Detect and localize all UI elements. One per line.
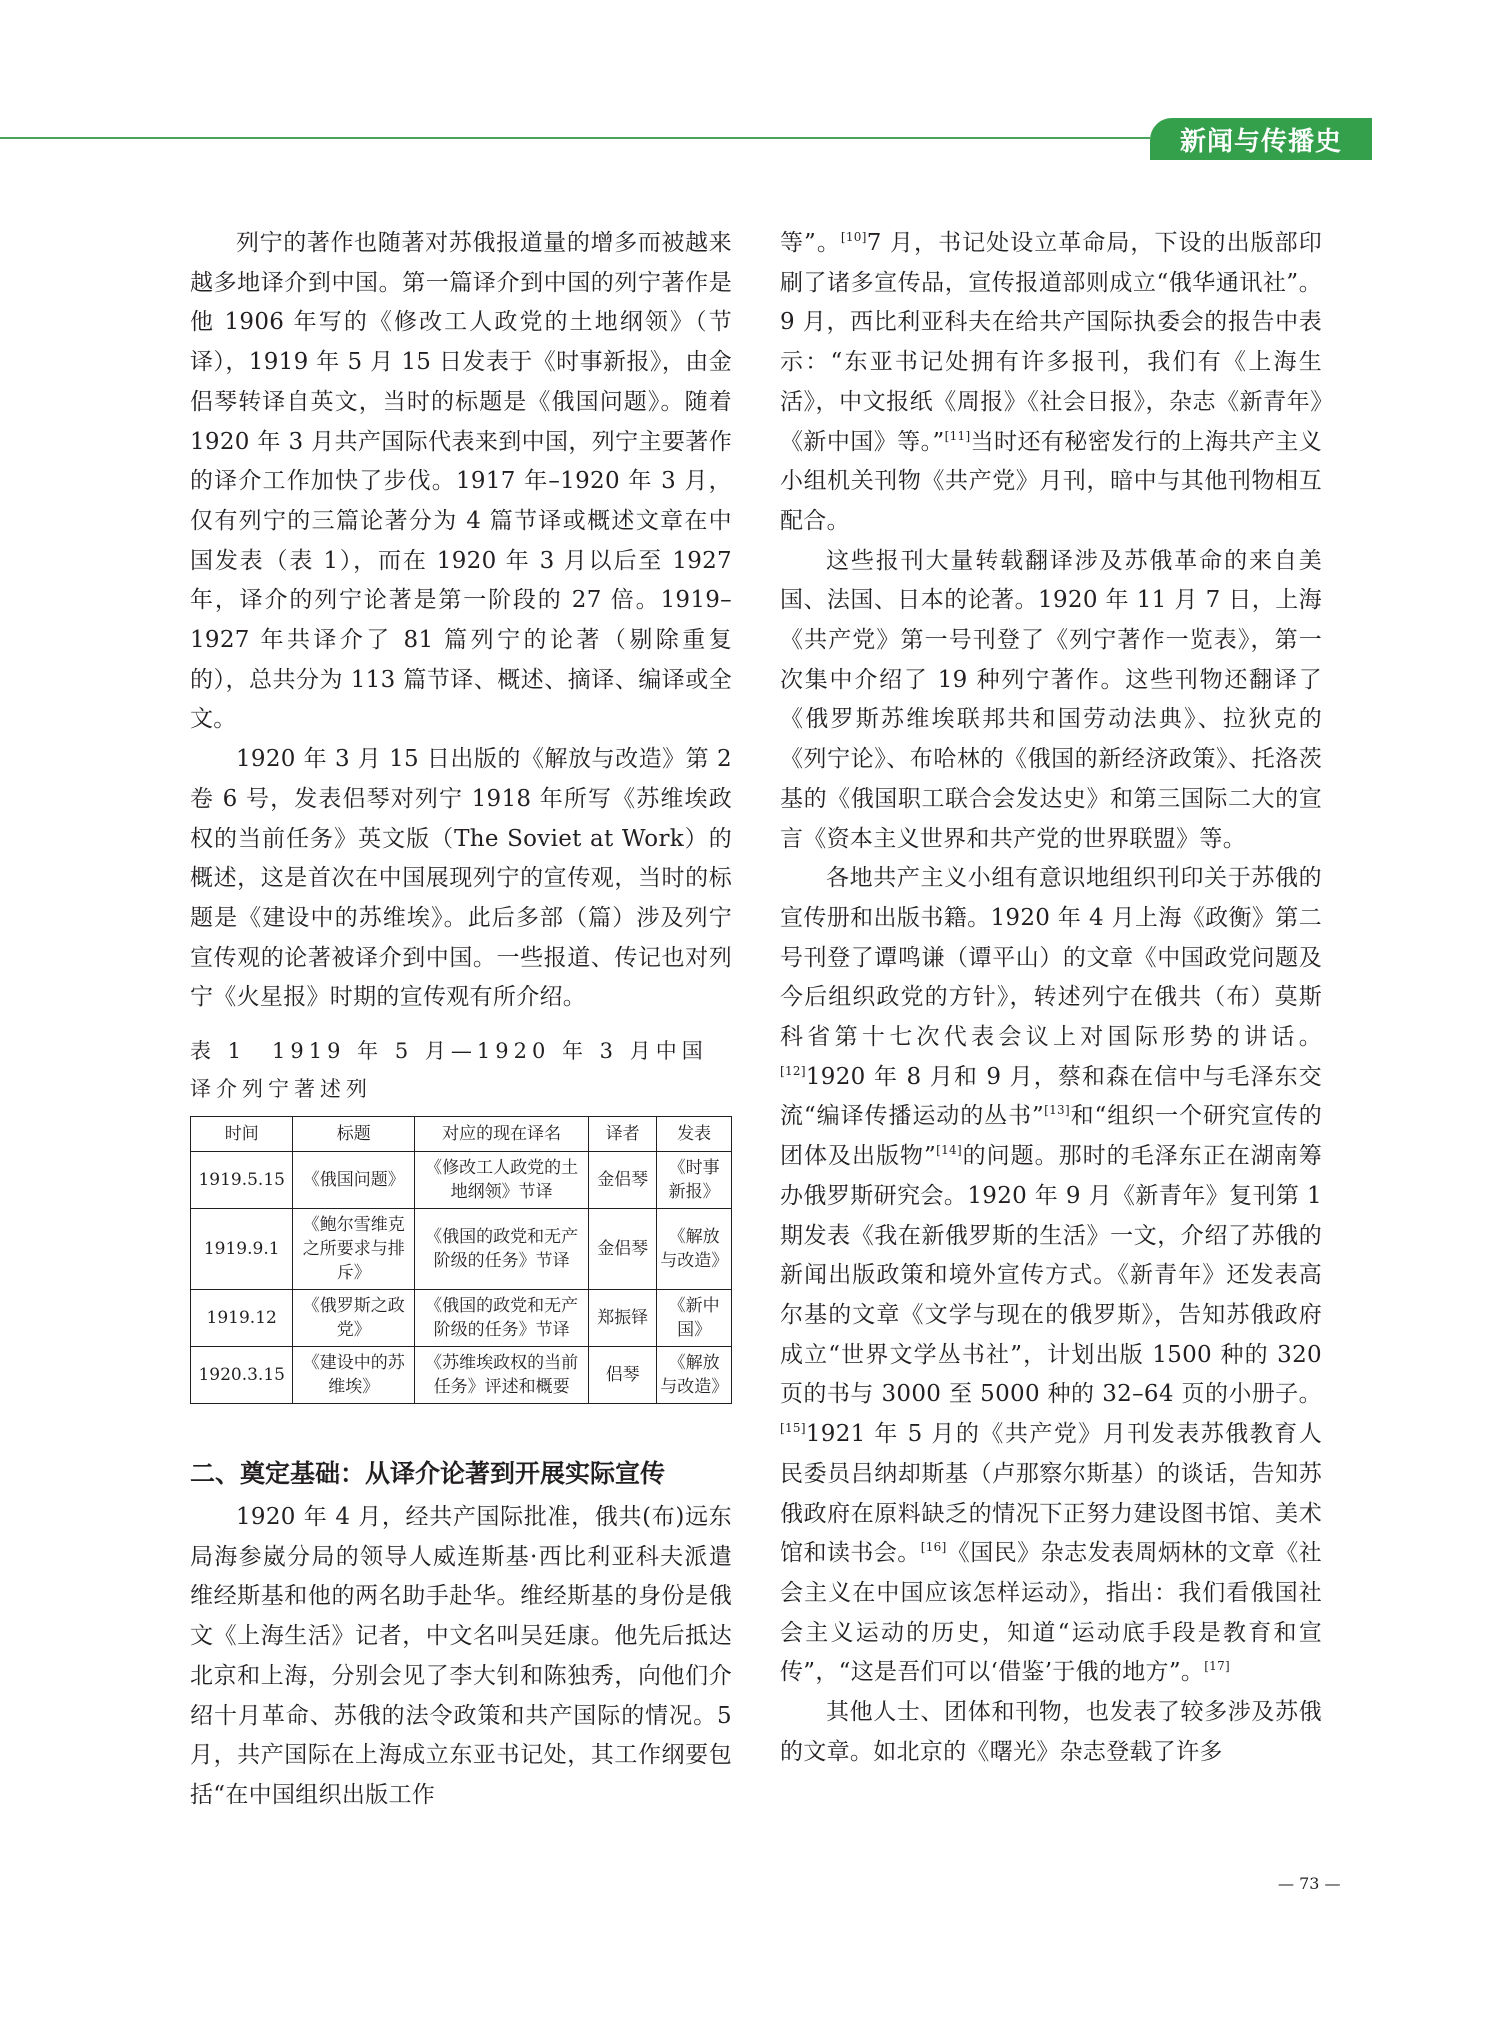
table-cell: 《俄国的政党和无产阶级的任务》节译 [415,1209,589,1290]
citation-ref: [12] [780,1063,806,1078]
section-heading: 二、奠定基础：从译介论著到开展实际宣传 [190,1459,666,1489]
section-title-tab: 新闻与传播史 [1150,118,1372,160]
table-cell: 1919.5.15 [191,1152,293,1209]
table-cell: 《建设中的苏维埃》 [293,1347,415,1404]
table-header-cell: 标题 [293,1117,415,1152]
table-cell: 《修改工人政党的土地纲领》节译 [415,1152,589,1209]
text-run: 1920 年 8 月和 9 月，蔡和森在信中与毛泽东交流“编译传播运动的丛书” [780,1063,1322,1130]
text-run: 各地共产主义小组有意识地组织刊印关于苏俄的宣传册和出版书籍。1920 年 4 月上海《政衡》第二号刊登了谭鸣谦（谭平山）的文章《中国政党问题及今后组织政党的方针》，转述列宁在俄共（布）莫斯科省第十七次代表会议上对国际形势的讲话。 [780,865,1322,1051]
table-row [191,1209,732,1290]
table-cell: 《俄国问题》 [293,1152,415,1209]
table-header-cell: 时间 [191,1117,293,1152]
text-run: 等”。 [780,230,841,256]
text-run: 1921 年 5 月的《共产党》月刊发表苏俄教育人民委员吕纳却斯基（卢那察尔斯基）的谈话，告知苏俄政府在原料缺乏的情况下正努力建设图书馆、美术馆和读书会。 [780,1421,1322,1567]
citation-ref: [16] [920,1540,947,1555]
table-row [191,1152,732,1209]
citation-ref: [11] [944,428,971,443]
table-caption: 表 1 1919 年 5 月—1920 年 3 月中国译介列宁著述列 [190,1039,708,1102]
page-number: — 73 — [1278,1874,1341,1893]
table-cell: 《俄国的政党和无产阶级的任务》节译 [415,1290,589,1347]
table-cell: 侣琴 [589,1347,657,1404]
table-cell: 郑振铎 [589,1290,657,1347]
table-header-row [191,1117,732,1152]
table-cell: 《鲍尔雪维克之所要求与排斥》 [293,1209,415,1290]
body-paragraph: 1920 年 3 月 15 日出版的《解放与改造》第 2 卷 6 号，发表侣琴对列宁 1918 年所写《苏维埃政权的当前任务》英文版（The Soviet at Work）的概述，这是首次在中国展现列宁的宣传观，当时的标题是《建设中的苏维埃》。此后多部（篇）涉及列宁宣传观的论著被译介到中国。一些报道、传记也对列宁《火星报》时期的宣传观有所介绍。 [190,746,732,1011]
body-paragraph: 这些报刊大量转载翻译涉及苏俄革命的来自美国、法国、日本的论著。1920 年 11 月 7 日，上海《共产党》第一号刊登了《列宁著作一览表》，第一次集中介绍了 19 种列宁著作。这些刊物还翻译了《俄罗斯苏维埃联邦共和国劳动法典》、拉狄克的《列宁论》、布哈林的《俄国的新经济政策》、托洛茨基的《俄国职工联合会发达史》和第三国际二大的宣言《资本主义世界和共产党的世界联盟》等。 [780,547,1322,852]
table-cell: 《解放与改造》 [657,1347,732,1404]
table-cell: 《解放与改造》 [657,1209,732,1290]
left-column [190,224,732,1816]
table-cell: 金侣琴 [589,1152,657,1209]
text-run: 当时还有秘密发行的上海共产主义小组机关刊物《共产党》月刊，暗中与其他刊物相互配合。 [780,428,1322,534]
table-row [191,1290,732,1347]
table-cell: 《新中国》 [657,1290,732,1347]
table-cell: 1920.3.15 [191,1347,293,1404]
table-cell: 1919.12 [191,1290,293,1347]
citation-ref: [10] [840,230,867,244]
table-cell: 《时事新报》 [657,1152,732,1209]
right-column [780,224,1322,1772]
text-run: 7 月，书记处设立革命局，下设的出版部印刷了诸多宣传品，宣传报道部则成立“俄华通讯社”。9 月，西比利亚科夫在给共产国际执委会的报告中表示：“东亚书记处拥有许多报刊，我们有《上海生活》，中文报纸《周报》《社会日报》，杂志《新青年》《新中国》等。” [780,230,1322,455]
citation-ref: [15] [780,1421,806,1436]
lenin-translations-table [190,1116,732,1404]
table-row [191,1347,732,1404]
citation-ref: [17] [1204,1659,1231,1674]
citation-ref: [13] [1044,1103,1070,1118]
table-cell: 《苏维埃政权的当前任务》评述和概要 [415,1347,589,1404]
body-paragraph: 1920 年 4 月，经共产国际批准，俄共(布)远东局海参崴分局的领导人威连斯基·西比利亚科夫派遣维经斯基和他的两名助手赴华。维经斯基的身份是俄文《上海生活》记者，中文名叫吴廷康。他先后抵达北京和上海，分别会见了李大钊和陈独秀，向他们介绍十月革命、苏俄的法令政策和共产国际的情况。5 月，共产国际在上海成立东亚书记处，其工作纲要包括“在中国组织出版工作 [190,1504,732,1808]
citation-ref: [14] [936,1143,962,1158]
table-header-cell: 对应的现在译名 [415,1117,589,1152]
table-cell: 金侣琴 [589,1209,657,1290]
body-paragraph: 其他人士、团体和刊物，也发表了较多涉及苏俄的文章。如北京的《曙光》杂志登载了许多 [780,1699,1322,1765]
table-cell: 1919.9.1 [191,1209,293,1290]
body-paragraph [780,224,1322,542]
body-paragraph [780,859,1322,1693]
table-header-cell: 发表 [657,1117,732,1152]
table-cell: 《俄罗斯之政党》 [293,1290,415,1347]
table-header-cell: 译者 [589,1117,657,1152]
header-rule [0,137,1150,139]
text-run: 《国民》杂志发表周炳林的文章《社会主义在中国应该怎样运动》，指出：我们看俄国社会主义运动的历史，知道“运动底手段是教育和宣传”，“这是吾们可以‘借鉴’于俄的地方”。 [780,1540,1322,1686]
text-run: 和“组织一个研究宣传的团体及出版物” [780,1103,1322,1170]
body-paragraph: 列宁的著作也随著对苏俄报道量的增多而被越来越多地译介到中国。第一篇译介到中国的列宁著作是他 1906 年写的《修改工人政党的土地纲领》（节译），1919 年 5 月 15 日发表于《时事新报》，由金侣琴转译自英文，当时的标题是《俄国问题》。随着 1920 年 3 月共产国际代表来到中国，列宁主要著作的译介工作加快了步伐。1917 年–1920 年 3 月，仅有列宁的三篇论著分为 4 篇节译或概述文章在中国发表（表 1），而在 1920 年 3 月以后至 1927 年，译介的列宁论著是第一阶段的 27 倍。1919–1927 年共译介了 81 篇列宁的论著（剔除重复的），总共分为 113 篇节译、概述、摘译、编译或全文。 [190,230,732,733]
text-run: 的问题。那时的毛泽东正在湖南筹办俄罗斯研究会。1920 年 9 月《新青年》复刊第 1 期发表《我在新俄罗斯的生活》一文，介绍了苏俄的新闻出版政策和境外宣传方式。《新青年》还发表高尔基的文章《文学与现在的俄罗斯》，告知苏俄政府成立“世界文学丛书社”，计划出版 1500 种的 320 页的书与 3000 至 5000 种的 32–64 页的小册子。 [780,1143,1323,1408]
